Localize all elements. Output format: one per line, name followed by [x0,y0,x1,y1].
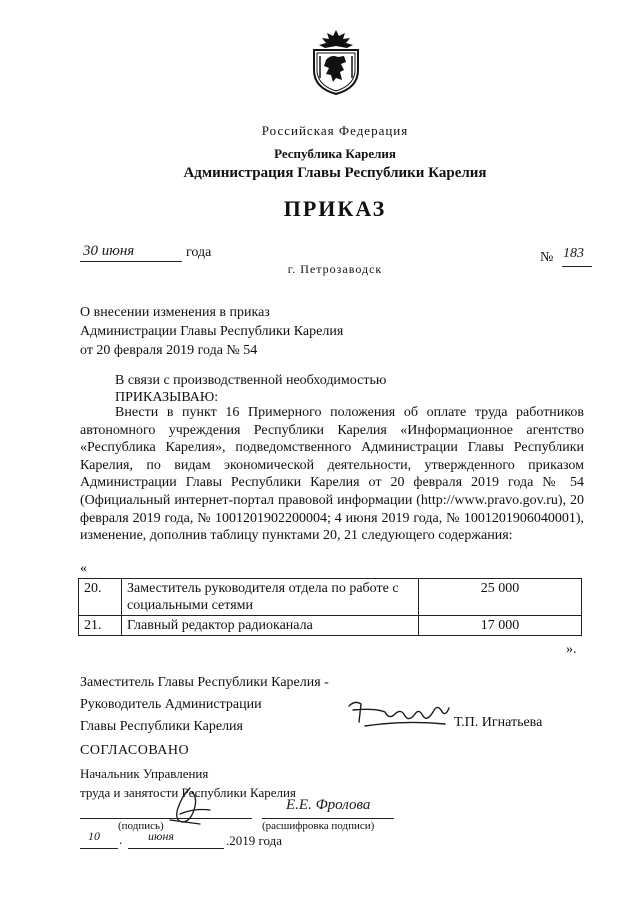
subject-line-1: О внесении изменения в приказ [80,305,270,320]
document-title: ПРИКАЗ [283,196,387,221]
republic-name: Республика Карелия [274,146,396,161]
handwritten-decode: Е.Е. Фролова [286,797,371,813]
subject-line-3: от 20 февраля 2019 года № 54 [80,343,258,358]
department-line-2: труда и занятости Республики Карелия [80,785,296,800]
quote-open: « [80,561,87,576]
row-position: Заместитель руководителя отдела по работе с социальными сетями [122,579,419,616]
coat-of-arms-emblem [306,26,366,96]
administration-name: Администрация Главы Республики Карелия [183,165,487,181]
order-body [80,404,584,545]
approval-month: июня [148,829,174,843]
positions-table [78,578,582,636]
table-row [79,579,582,616]
order-word: ПРИКАЗЫВАЮ: [115,390,219,405]
city-name: г. Петрозаводск [287,262,383,276]
document-subject [80,303,343,360]
row-amount: 25 000 [419,579,582,616]
signatory-title [80,672,329,738]
row-amount: 17 000 [419,616,582,636]
number-sign: № [540,250,554,265]
row-number: 20. [79,579,122,616]
table-row [79,616,582,636]
signature-caption: (подпись) [118,820,164,832]
intro-text: В связи с производственной необходимостью [115,373,387,388]
subject-line-2: Администрации Главы Республики Карелия [80,324,344,339]
handwritten-signature [345,696,453,732]
order-paragraph: Внести в пункт 16 Примерного положения об оплате труда работников автономного учреждения Республики Карелия «Информационное агентство «Республика Карелия», подведомственного Администрации Главы Республики Карелия, по видам экономической деятельности, утвержденного приказом Администрации Главы Республики Карелия от 20 февраля 2019 года № 54 (Официальный интернет-портал правовой информации (http://www.pravo.gov.ru), 20 февраля 2019 года, № 1001201902200004; 4 июня 2019 года, № 1001201906040001), изменение, дополнив таблицу пунктами 20, 21 следующего содержания: [80,405,584,544]
signatory-line-1: Заместитель Главы Республики Карелия - [80,675,329,690]
row-number: 21. [79,616,122,636]
year-word: года [186,245,212,260]
handwritten-date: 30 июня [83,243,135,259]
department-line-1: Начальник Управления [80,766,209,781]
row-position: Главный редактор радиоканала [122,616,419,636]
intro-block [115,372,386,406]
country-name: Российская Федерация [261,123,409,138]
approval-signature [160,786,220,828]
handwritten-number: 183 [563,246,584,261]
quote-close: ». [566,642,577,657]
decode-caption: (расшифровка подписи) [262,820,375,832]
approval-day-line [80,848,118,849]
decode-line [262,818,394,819]
approval-day: 10 [88,829,100,843]
signatory-line-2: Руководитель Администрации [80,697,262,712]
approval-month-line [128,848,224,849]
approval-year: .2019 года [226,833,283,848]
signatory-name: Т.П. Игнатьева [454,715,543,730]
approval-date-dot: . [119,832,123,847]
approval-title: СОГЛАСОВАНО [80,743,190,758]
signatory-line-3: Главы Республики Карелия [80,719,243,734]
